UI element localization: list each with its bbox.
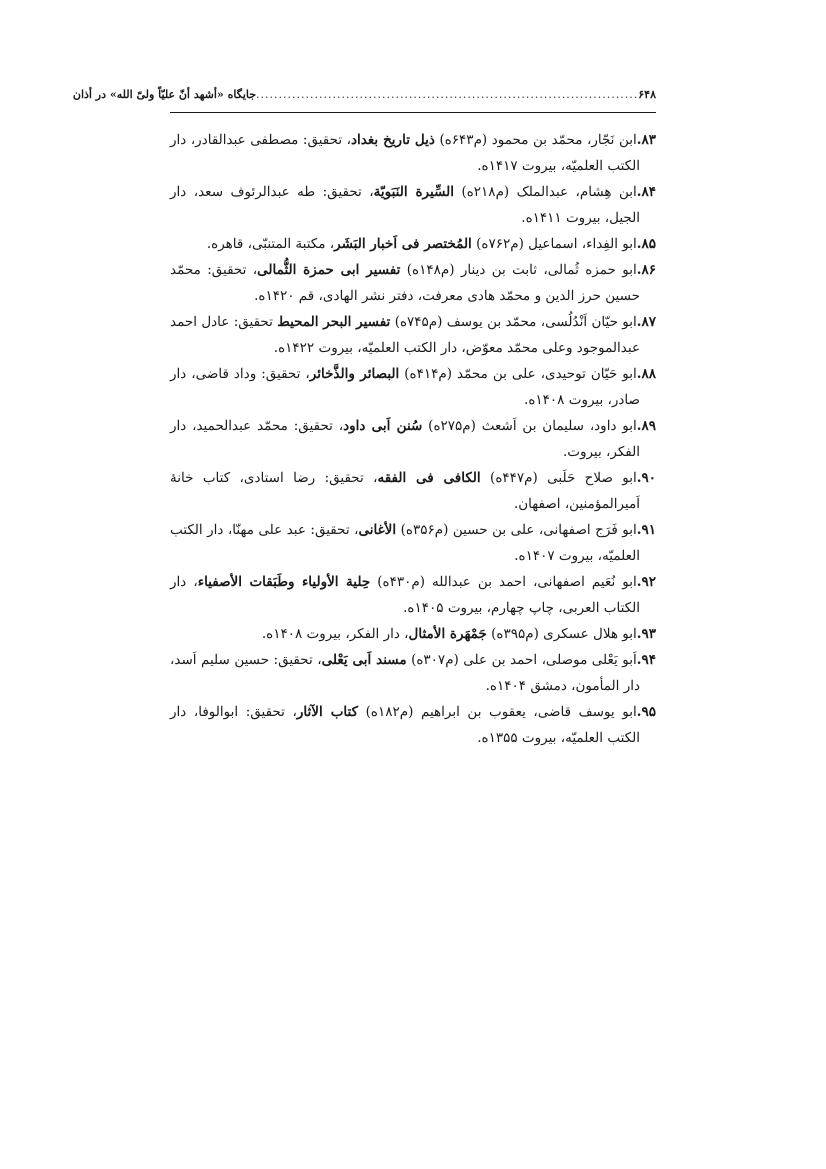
entry-number: ۹۲. — [636, 574, 656, 590]
entry-author: ابن نَجّار، محمّد بن محمود (م۶۴۳ه) — [434, 132, 637, 148]
entry-title: ذیل تاریخ بغداد — [351, 132, 435, 148]
entry-details: ، تحقیق: حسین سلیم اَسد، دار المأمون، دمشق ۱۴۰۴ه. — [170, 652, 640, 694]
entry-title: تفسیر ابی حمزة الثُّمالی — [257, 262, 401, 278]
entry-author: ابو نُعَیم اصفهانی، احمد بن عبدالله (م۴۳۰ه) — [370, 574, 637, 590]
entry-title: تفسیر البحر المحیط — [277, 314, 391, 330]
entry-author: ابن هِشام، عبدالملک (م۲۱۸ه) — [453, 184, 637, 200]
bibliography-entry — [170, 569, 656, 621]
entry-number: ۸۳. — [636, 132, 656, 148]
entry-details: ، تحقیق: رضا استادی، کتاب خانهٔ اَمیرالمؤمنین، اصفهان. — [170, 470, 640, 512]
entry-number: ۹۳. — [636, 626, 656, 642]
entry-title: جَمْهَرة الأمثال — [408, 626, 487, 642]
bibliography-entry — [170, 309, 656, 361]
entry-number: ۹۴. — [636, 652, 656, 668]
bibliography-entry — [170, 127, 656, 179]
bibliography-entry — [170, 647, 656, 699]
entry-number: ۸۸. — [636, 366, 656, 382]
leader-dots: ..................................................................................... — [256, 88, 639, 101]
entry-title: البصائر والذَّخائر — [309, 366, 400, 382]
entry-title: کتاب الآثار — [296, 704, 359, 720]
bibliography-entry — [170, 621, 656, 647]
entry-number: ۸۵. — [636, 236, 656, 252]
entry-details: ، تحقیق: عبد علی مهنّا، دار الکتب العلمیّه، بیروت ۱۴۰۷ه. — [170, 522, 640, 564]
entry-details: تحقیق: عادل احمد عبدالموجود وعلی محمّد معوّض، دار الکتب العلمیّه، بیروت ۱۴۲۲ه. — [170, 314, 640, 356]
entry-title: مسند اَبی یَعْلی — [321, 652, 407, 668]
bibliography-entry — [170, 361, 656, 413]
bibliography-entry — [170, 517, 656, 569]
entry-number: ۸۴. — [636, 184, 656, 200]
entry-author: ابو صلاح حَلَبی (م۴۴۷ه) — [480, 470, 637, 486]
entry-title: السِّیرة النَبَویّة — [373, 184, 454, 200]
entry-details: ، تحقیق: وداد قاضی، دار صادر، بیروت ۱۴۰۸ه. — [170, 366, 640, 408]
running-head — [72, 88, 656, 113]
entry-details: ، تحقیق: مصطفی عبدالقادر، دار الکتب العلمیّه، بیروت ۱۴۱۷ه. — [170, 132, 640, 174]
entry-title: الکافی فی الفقه — [377, 470, 481, 486]
entry-title: سُنن اَبی داود — [343, 418, 423, 434]
entry-author: ابو حمزه ثُمالی، ثابت بن دینار (م۱۴۸ه) — [400, 262, 637, 278]
page-content — [72, 88, 657, 751]
entry-details: ، تحقیق: محمّد عبدالحمید، دار الفکر، بیروت. — [170, 418, 640, 460]
entry-author: ابو حیّان اَنْدُلُسی، محمّد بن یوسف (م۷۴۵ه) — [390, 314, 637, 330]
bibliography-entry — [170, 179, 656, 231]
entry-author: ابو داود، سلیمان بن اَشعث (م۲۷۵ه) — [422, 418, 637, 434]
entry-details: ، دار الفکر، بیروت ۱۴۰۸ه. — [261, 626, 409, 642]
entry-number: ۹۵. — [636, 704, 656, 720]
entry-number: ۹۰. — [636, 470, 656, 486]
entry-author: ابو فَرَج اصفهانی، علی بن حسین (م۳۵۶ه) — [396, 522, 637, 538]
page-number: ۶۴۸ — [638, 88, 656, 101]
entry-title: الأغانی — [358, 522, 397, 538]
entry-number: ۹۱. — [636, 522, 656, 538]
entry-number: ۸۷. — [636, 314, 656, 330]
entry-number: ۸۹. — [636, 418, 657, 434]
entry-details: ، تحقیق: طه عبدالرئوف سعد، دار الجیل، بیروت ۱۴۱۱ه. — [170, 184, 640, 226]
bibliography-entry — [170, 257, 656, 309]
entry-title: المُختصر فی اَخبار البَشَر — [334, 236, 472, 252]
running-title: جایگاه «أشهد أنّ علیّاً ولیّ الله» در أذان — [72, 88, 257, 101]
entry-author: اَبو یَعْلی موصلی، احمد بن علی (م۳۰۷ه) — [406, 652, 637, 668]
bibliography-entry — [170, 465, 656, 517]
entry-details: ، تحقیق: محمّد حسین حرز الدین و محمّد هادی معرفت، دفتر نشر الهادی، قم ۱۴۲۰ه. — [170, 262, 640, 304]
bibliography-entry — [170, 231, 656, 257]
entry-author: ابو یوسف قاضی، یعقوب بن ابراهیم (م۱۸۲ه) — [358, 704, 637, 720]
bibliography-entry — [170, 699, 656, 751]
entry-details: ، تحقیق: ابوالوفا، دار الکتب العلمیّه، بیروت ۱۳۵۵ه. — [170, 704, 640, 746]
bibliography-list — [170, 127, 656, 751]
entry-author: ابو هلال عسکری (م۳۹۵ه) — [486, 626, 637, 642]
entry-details: ، مکتبة المتنبّی، قاهره. — [206, 236, 335, 252]
entry-author: ابو الفِداء، اسماعیل (م۷۶۲ه) — [471, 236, 637, 252]
entry-details: ، دار الکتاب العربی، چاپ چهارم، بیروت ۱۴۰۵ه. — [170, 574, 640, 616]
entry-title: حِلیة الأولیاء وطَبَقات الأصفیاء — [197, 574, 371, 590]
bibliography-entry — [170, 413, 656, 465]
entry-number: ۸۶. — [636, 262, 656, 278]
entry-author: ابو حَیّان توحیدی، علی بن محمّد (م۴۱۴ه) — [399, 366, 637, 382]
